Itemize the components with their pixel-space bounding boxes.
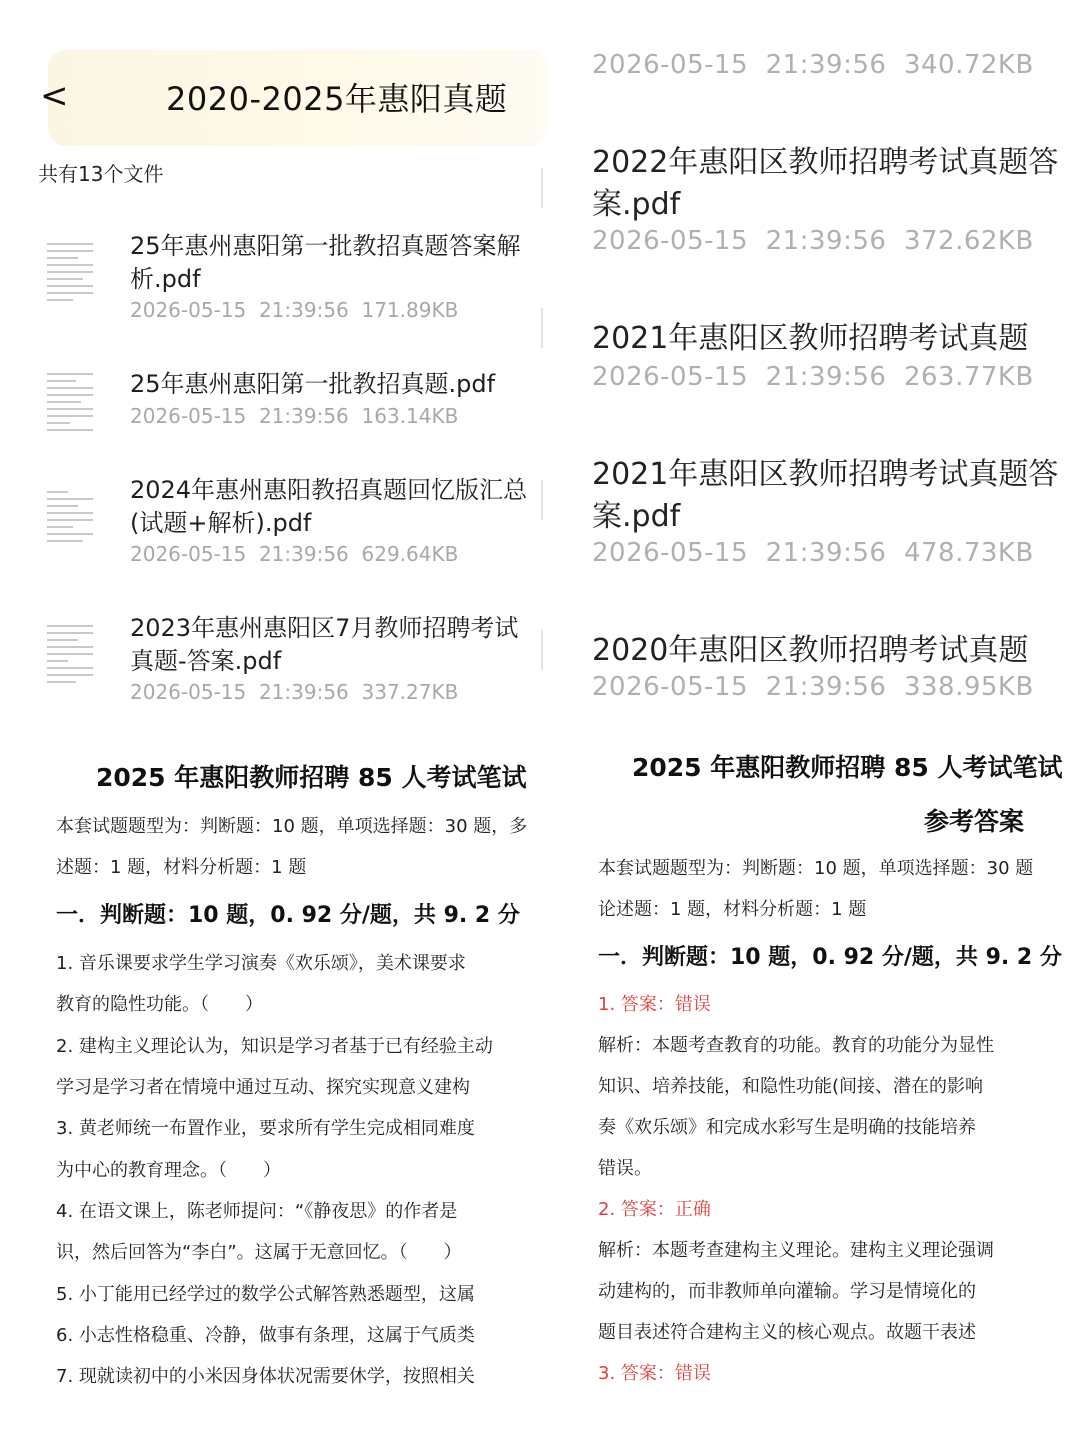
file-name: 25年惠州惠阳第一批教招真题答案解析.pdf (130, 232, 521, 293)
file-name: 2023年惠州惠阳区7月教师招聘考试真题-答案.pdf (130, 614, 519, 675)
section-heading: 一．判断题：10 题，0. 92 分/题，共 9. 2 分 (598, 945, 1062, 970)
file-meta: 2026-05-15 21:39:56 163.14KB (130, 404, 459, 428)
explanation-line: 错误。 (598, 1158, 652, 1179)
explanation-line: 解析：本题考查建构主义理论。建构主义理论强调 (598, 1240, 994, 1261)
explanation-line: 动建构的，而非教师单向灌输。学习是情境化的 (598, 1281, 976, 1302)
file-name-line2: 案.pdf (592, 499, 681, 534)
question-line: 学习是学习者在情境中通过互动、探究实现意义建构 (56, 1077, 470, 1098)
file-name-line2: 案.pdf (592, 187, 681, 222)
question-line: 6. 小志性格稳重、冷静，做事有条理，这属于气质类 (56, 1325, 475, 1346)
doc-intro: 论述题：1 题，材料分析题：1 题 (598, 899, 867, 920)
explanation-line: 题目表述符合建构主义的核心观点。故题干表述 (598, 1322, 976, 1343)
explanation-line: 知识、培养技能，和隐性功能(间接、潜在的影响 (598, 1076, 984, 1097)
question-line: 识，然后回答为“李白”。这属于无意回忆。（ ） (56, 1242, 462, 1263)
pdf-thumbnail-icon (44, 368, 96, 434)
file-meta: 2026-05-15 21:39:56 372.62KB (592, 226, 1034, 256)
pdf-thumbnail-icon (44, 238, 96, 304)
doc-title: 2025 年惠阳教师招聘 85 人考试笔试 (96, 763, 527, 792)
answer-label: 2. 答案：正确 (598, 1199, 711, 1220)
file-meta: 2026-05-15 21:39:56 478.73KB (592, 538, 1034, 568)
pdf-thumbnail-icon (44, 486, 96, 552)
doc-subtitle: 参考答案 (924, 807, 1025, 836)
back-icon[interactable]: < (40, 76, 69, 116)
file-meta: 2026-05-15 21:39:56 171.89KB (130, 298, 459, 322)
exam-doc-page (40, 738, 545, 1418)
file-meta: 2026-05-15 21:39:56 337.27KB (130, 680, 459, 704)
question-line: 2. 建构主义理论认为，知识是学习者基于已有经验主动 (56, 1036, 493, 1057)
doc-intro: 本套试题题型为：判断题：10 题，单项选择题：30 题 (598, 858, 1034, 879)
doc-intro: 本套试题题型为：判断题：10 题，单项选择题：30 题，多 (56, 816, 528, 837)
question-line: 为中心的教育理念。（ ） (56, 1160, 281, 1181)
pdf-thumbnail-icon (44, 620, 96, 686)
file-name: 2021年惠阳区教师招聘考试真题答 (592, 457, 1059, 492)
file-meta: 2026-05-15 21:39:56 263.77KB (592, 362, 1034, 392)
explanation-line: 解析：本题考查教育的功能。教育的功能分为显性 (598, 1035, 994, 1056)
doc-title: 2025 年惠阳教师招聘 85 人考试笔试 (632, 753, 1063, 782)
answer-label: 1. 答案：错误 (598, 994, 711, 1015)
question-line: 7. 现就读初中的小米因身体状况需要休学，按照相关 (56, 1366, 475, 1387)
file-name: 2020年惠阳区教师招聘考试真题 (592, 633, 1029, 668)
file-name: 2024年惠州惠阳教招真题回忆版汇总(试题+解析).pdf (130, 476, 528, 537)
file-name: 2022年惠阳区教师招聘考试真题答 (592, 145, 1059, 180)
answer-doc-page (560, 738, 1063, 1418)
file-name: 25年惠州惠阳第一批教招真题.pdf (130, 370, 496, 398)
explanation-line: 奏《欢乐颂》和完成水彩写生是明确的技能培养 (598, 1117, 976, 1138)
file-meta: 2026-05-15 21:39:56 629.64KB (130, 542, 459, 566)
file-meta: 2026-05-15 21:39:56 338.95KB (592, 672, 1034, 702)
question-line: 教育的隐性功能。（ ） (56, 994, 263, 1015)
question-line: 1. 音乐课要求学生学习演奏《欢乐颂》，美术课要求 (56, 953, 466, 974)
file-list-zoom-panel (560, 40, 1059, 730)
doc-intro: 述题：1 题，材料分析题：1 题 (56, 857, 307, 878)
file-meta: 2026-05-15 21:39:56 340.72KB (592, 50, 1034, 80)
question-line: 4. 在语文课上，陈老师提问：“《静夜思》的作者是 (56, 1201, 458, 1222)
folder-title: 2020-2025年惠阳真题 (166, 80, 508, 118)
scrollbar[interactable] (541, 308, 543, 348)
file-list-panel (40, 40, 545, 730)
folder-header (40, 50, 548, 146)
file-name: 2021年惠阳区教师招聘考试真题 (592, 321, 1029, 356)
file-count: 共有13个文件 (38, 162, 164, 186)
question-line: 5. 小丁能用已经学过的数学公式解答熟悉题型，这属 (56, 1284, 475, 1305)
scrollbar[interactable] (541, 168, 543, 208)
question-line: 3. 黄老师统一布置作业，要求所有学生完成相同难度 (56, 1118, 475, 1139)
section-heading: 一．判断题：10 题，0. 92 分/题，共 9. 2 分 (56, 903, 520, 928)
answer-label: 3. 答案：错误 (598, 1363, 711, 1384)
